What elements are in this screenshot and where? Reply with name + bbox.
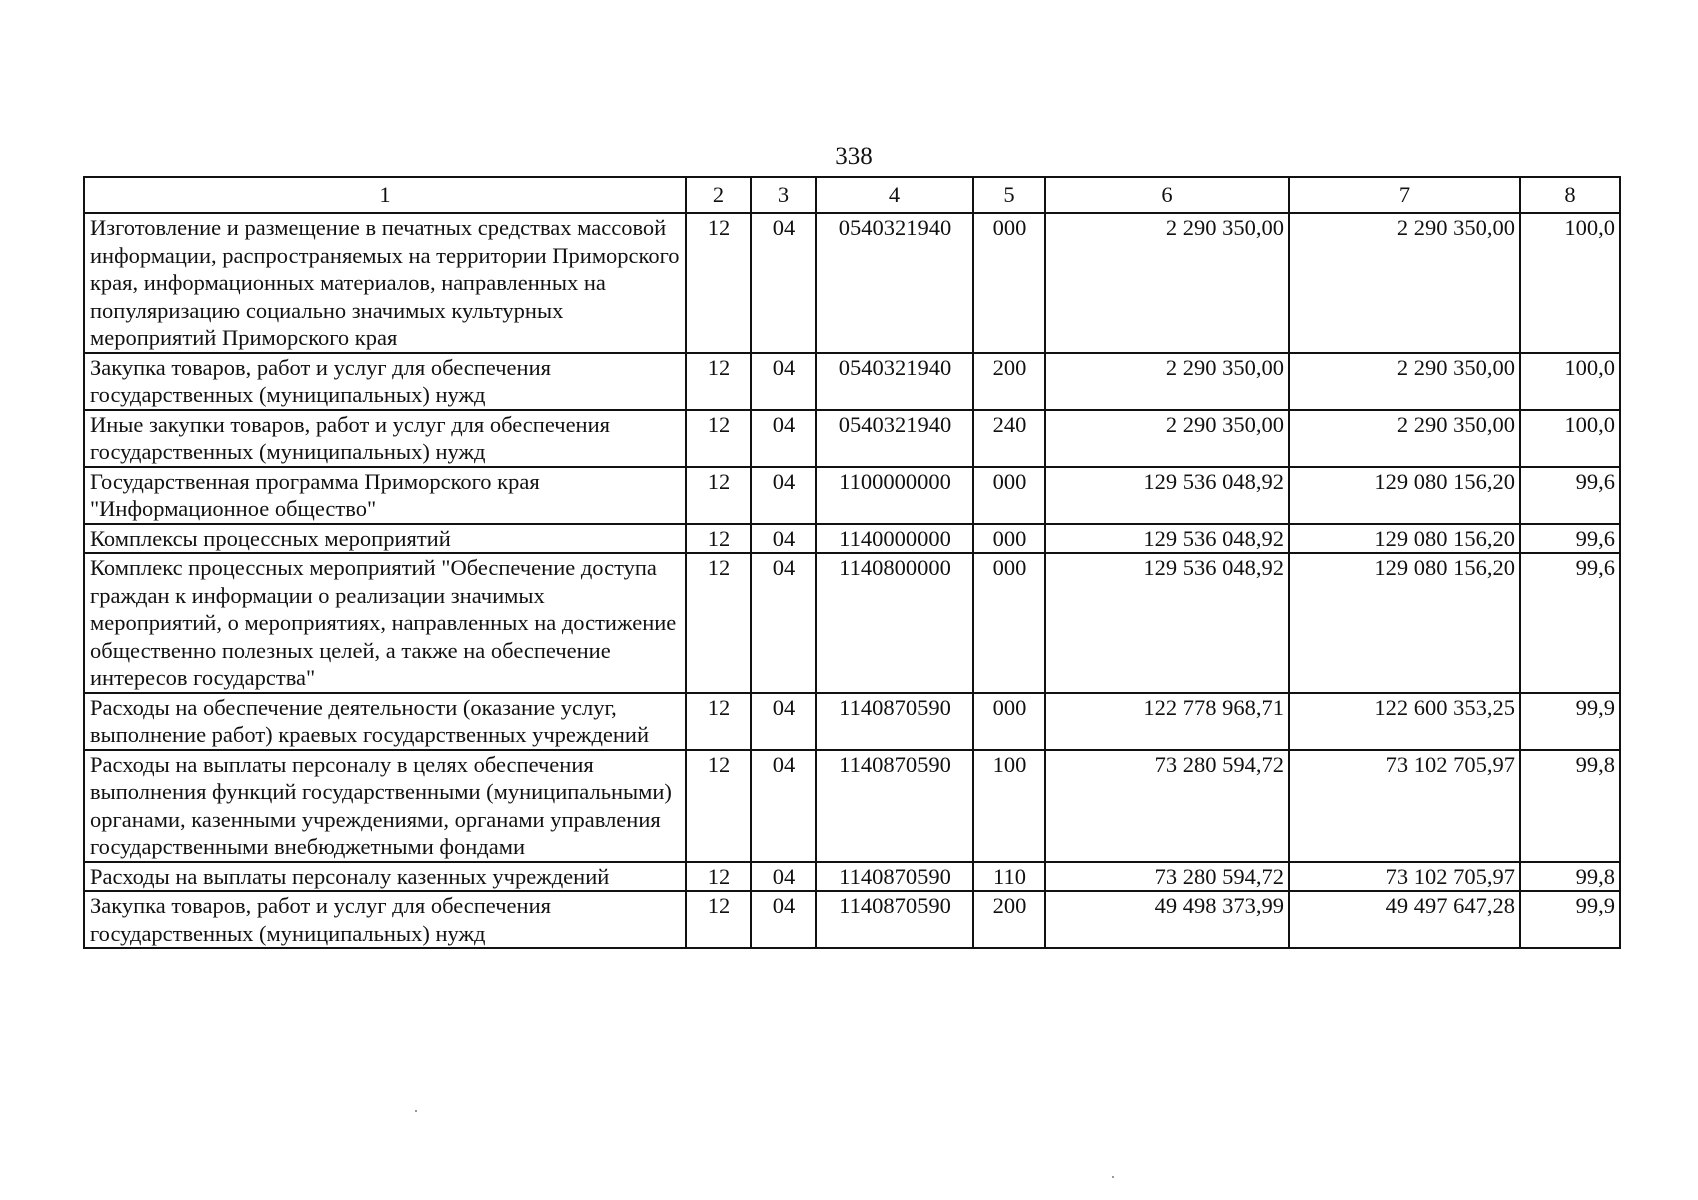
expense-type-cell: 000 <box>973 553 1045 693</box>
column-header-8: 8 <box>1520 177 1620 213</box>
planned-amount-cell: 73 280 594,72 <box>1045 750 1289 862</box>
table-body <box>84 213 1620 948</box>
actual-amount-cell: 2 290 350,00 <box>1289 410 1520 467</box>
row-name-cell: Изготовление и размещение в печатных средствах массовой информации, распространяемых на территории Приморского края, информационных материалов, направленных на популяризацию социально значимых культурных мероприятий Приморского края <box>84 213 686 353</box>
row-name-cell: Расходы на выплаты персоналу в целях обеспечения выполнения функций государственными (муниципальными) органами, казенными учреждениями, органами управления государственными внебюджетными фондами <box>84 750 686 862</box>
section-code-cell: 12 <box>686 891 751 948</box>
section-code-cell: 12 <box>686 750 751 862</box>
execution-percent-cell: 99,8 <box>1520 862 1620 892</box>
subsection-code-cell: 04 <box>751 891 816 948</box>
execution-percent-cell: 99,8 <box>1520 750 1620 862</box>
column-header-3: 3 <box>751 177 816 213</box>
scan-speck <box>1112 1176 1114 1178</box>
section-code-cell: 12 <box>686 467 751 524</box>
subsection-code-cell: 04 <box>751 524 816 554</box>
actual-amount-cell: 2 290 350,00 <box>1289 213 1520 353</box>
section-code-cell: 12 <box>686 353 751 410</box>
table-row <box>84 353 1620 410</box>
actual-amount-cell: 129 080 156,20 <box>1289 524 1520 554</box>
column-header-5: 5 <box>973 177 1045 213</box>
planned-amount-cell: 2 290 350,00 <box>1045 353 1289 410</box>
section-code-cell: 12 <box>686 524 751 554</box>
planned-amount-cell: 129 536 048,92 <box>1045 553 1289 693</box>
column-header-1: 1 <box>84 177 686 213</box>
actual-amount-cell: 122 600 353,25 <box>1289 693 1520 750</box>
row-name-cell: Комплекс процессных мероприятий "Обеспечение доступа граждан к информации о реализации значимых мероприятий, о мероприятиях, направленных на достижение общественно полезных целей, а также на обеспечение интересов государства" <box>84 553 686 693</box>
scan-speck <box>415 1110 417 1112</box>
column-header-6: 6 <box>1045 177 1289 213</box>
planned-amount-cell: 2 290 350,00 <box>1045 213 1289 353</box>
planned-amount-cell: 129 536 048,92 <box>1045 467 1289 524</box>
page-number: 338 <box>835 143 873 170</box>
actual-amount-cell: 129 080 156,20 <box>1289 467 1520 524</box>
actual-amount-cell: 2 290 350,00 <box>1289 353 1520 410</box>
planned-amount-cell: 129 536 048,92 <box>1045 524 1289 554</box>
actual-amount-cell: 129 080 156,20 <box>1289 553 1520 693</box>
row-name-cell: Закупка товаров, работ и услуг для обеспечения государственных (муниципальных) нужд <box>84 891 686 948</box>
planned-amount-cell: 122 778 968,71 <box>1045 693 1289 750</box>
header-row <box>84 177 1620 213</box>
execution-percent-cell: 100,0 <box>1520 353 1620 410</box>
subsection-code-cell: 04 <box>751 862 816 892</box>
target-article-cell: 1140870590 <box>816 891 973 948</box>
execution-percent-cell: 99,6 <box>1520 553 1620 693</box>
actual-amount-cell: 73 102 705,97 <box>1289 750 1520 862</box>
subsection-code-cell: 04 <box>751 410 816 467</box>
actual-amount-cell: 73 102 705,97 <box>1289 862 1520 892</box>
section-code-cell: 12 <box>686 553 751 693</box>
target-article-cell: 1100000000 <box>816 467 973 524</box>
planned-amount-cell: 2 290 350,00 <box>1045 410 1289 467</box>
table-row <box>84 553 1620 693</box>
target-article-cell: 0540321940 <box>816 353 973 410</box>
row-name-cell: Расходы на выплаты персоналу казенных учреждений <box>84 862 686 892</box>
target-article-cell: 0540321940 <box>816 410 973 467</box>
table-row <box>84 862 1620 892</box>
section-code-cell: 12 <box>686 213 751 353</box>
execution-percent-cell: 99,9 <box>1520 891 1620 948</box>
target-article-cell: 1140870590 <box>816 693 973 750</box>
row-name-cell: Комплексы процессных мероприятий <box>84 524 686 554</box>
table-row <box>84 693 1620 750</box>
expense-type-cell: 000 <box>973 213 1045 353</box>
table-row <box>84 213 1620 353</box>
target-article-cell: 0540321940 <box>816 213 973 353</box>
target-article-cell: 1140870590 <box>816 750 973 862</box>
section-code-cell: 12 <box>686 862 751 892</box>
expense-type-cell: 000 <box>973 467 1045 524</box>
execution-percent-cell: 99,9 <box>1520 693 1620 750</box>
table-row <box>84 524 1620 554</box>
planned-amount-cell: 49 498 373,99 <box>1045 891 1289 948</box>
execution-percent-cell: 99,6 <box>1520 524 1620 554</box>
expense-type-cell: 100 <box>973 750 1045 862</box>
target-article-cell: 1140800000 <box>816 553 973 693</box>
expense-type-cell: 110 <box>973 862 1045 892</box>
expense-type-cell: 240 <box>973 410 1045 467</box>
target-article-cell: 1140000000 <box>816 524 973 554</box>
budget-table <box>83 176 1621 949</box>
row-name-cell: Иные закупки товаров, работ и услуг для обеспечения государственных (муниципальных) нужд <box>84 410 686 467</box>
row-name-cell: Государственная программа Приморского края "Информационное общество" <box>84 467 686 524</box>
expense-type-cell: 200 <box>973 353 1045 410</box>
row-name-cell: Закупка товаров, работ и услуг для обеспечения государственных (муниципальных) нужд <box>84 353 686 410</box>
target-article-cell: 1140870590 <box>816 862 973 892</box>
expense-type-cell: 200 <box>973 891 1045 948</box>
subsection-code-cell: 04 <box>751 213 816 353</box>
expense-type-cell: 000 <box>973 693 1045 750</box>
execution-percent-cell: 99,6 <box>1520 467 1620 524</box>
planned-amount-cell: 73 280 594,72 <box>1045 862 1289 892</box>
table-row <box>84 467 1620 524</box>
subsection-code-cell: 04 <box>751 553 816 693</box>
section-code-cell: 12 <box>686 693 751 750</box>
expense-type-cell: 000 <box>973 524 1045 554</box>
subsection-code-cell: 04 <box>751 467 816 524</box>
execution-percent-cell: 100,0 <box>1520 410 1620 467</box>
subsection-code-cell: 04 <box>751 353 816 410</box>
section-code-cell: 12 <box>686 410 751 467</box>
row-name-cell: Расходы на обеспечение деятельности (оказание услуг, выполнение работ) краевых государственных учреждений <box>84 693 686 750</box>
column-header-2: 2 <box>686 177 751 213</box>
table-row <box>84 750 1620 862</box>
execution-percent-cell: 100,0 <box>1520 213 1620 353</box>
table-header <box>84 177 1620 213</box>
subsection-code-cell: 04 <box>751 693 816 750</box>
subsection-code-cell: 04 <box>751 750 816 862</box>
actual-amount-cell: 49 497 647,28 <box>1289 891 1520 948</box>
table-row <box>84 891 1620 948</box>
table-row <box>84 410 1620 467</box>
column-header-4: 4 <box>816 177 973 213</box>
column-header-7: 7 <box>1289 177 1520 213</box>
